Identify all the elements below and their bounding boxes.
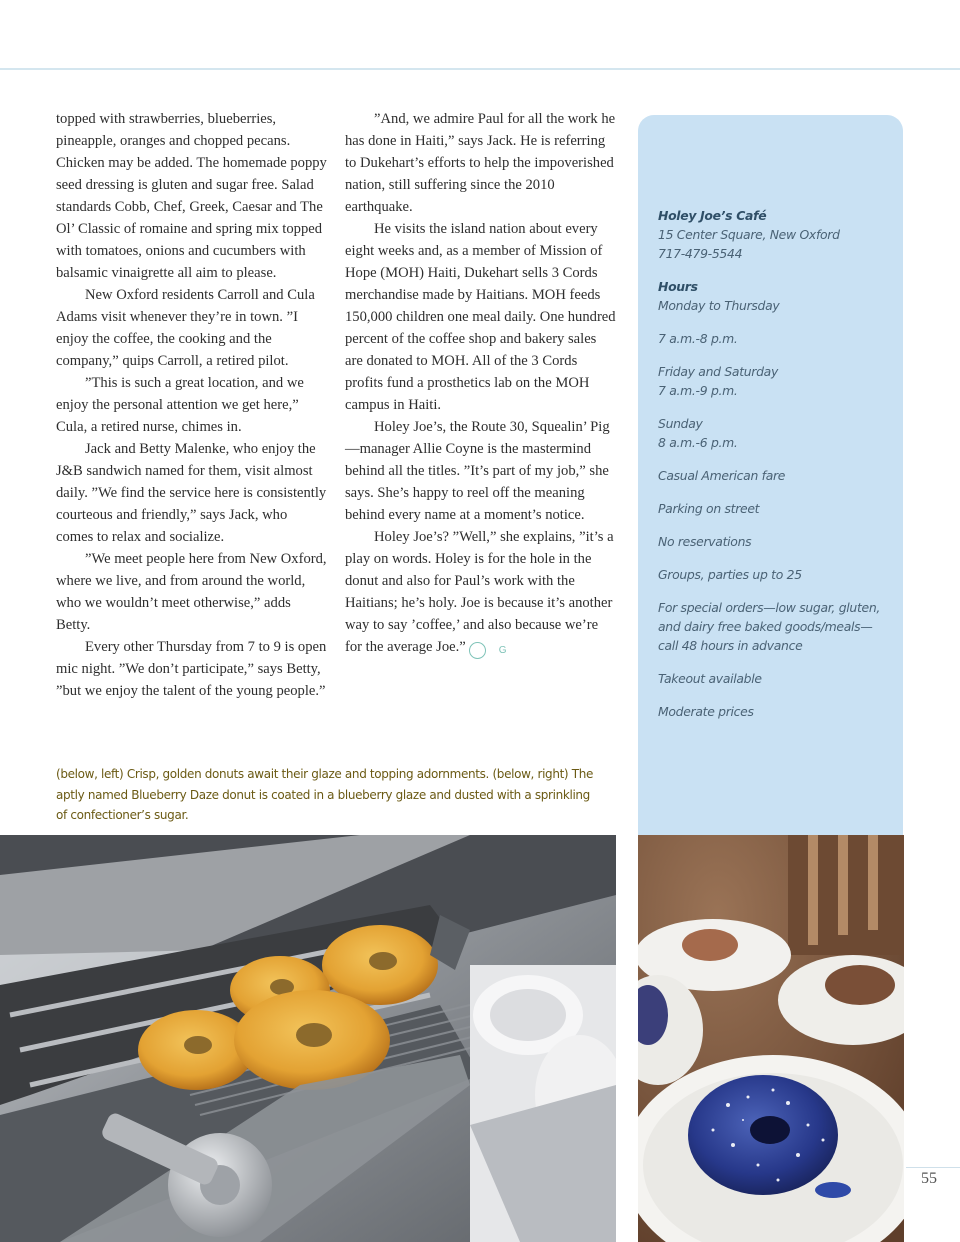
hours-time: 8 a.m.-6 p.m.	[658, 435, 738, 450]
paragraph: ”We meet people here from New Oxford, where we live, and from around the world, who we wouldn’t meet otherwise,” adds Betty.	[56, 551, 327, 633]
info-special-orders: For special orders—low sugar, gluten, and dairy free baked goods/meals—call 48 hours in advance	[658, 600, 881, 653]
info-takeout: Takeout available	[658, 671, 762, 686]
business-phone: 717-479-5544	[658, 246, 743, 261]
hours-block	[658, 277, 888, 315]
paragraph: topped with strawberries, blueberries, pineapple, oranges and chopped pecans. Chicken may be added. The homemade poppy seed dressing is gluten and sugar free. Salad standards Cobb, Chef, Greek, Caesar and The Ol’ Classic of romaine and spring mix topped with tomatoes, onions and cucumbers with balsamic vinaigrette all aim to please.	[56, 111, 327, 281]
paragraph: Jack and Betty Malenke, who enjoy the J&B sandwich named for them, visit almost daily. ”We find the service here is consistently courteous and friendly,” says Jack, who comes to relax and socialize.	[56, 441, 327, 545]
header-rule	[0, 68, 960, 70]
end-of-story-icon: G	[469, 642, 486, 659]
paragraph: Holey Joe’s, the Route 30, Squealin’ Pig—manager Allie Coyne is the mastermind behind all the titles. ”It’s part of my job,” she says. She’s happy to reel off the meaning behind every name at a moment’s notice.	[345, 419, 610, 523]
donut-fryer-illustration	[0, 835, 616, 1242]
hours-days: Friday and Saturday	[658, 364, 778, 379]
hours-time-block	[658, 329, 888, 348]
info-reservations: No reservations	[658, 534, 752, 549]
hours-block	[658, 362, 888, 400]
paragraph: ”And, we admire Paul for all the work he has done in Haiti,” says Jack. He is referring to Dukehart’s efforts to help the impoverished nation, still suffering since the 2010 earthquake.	[345, 111, 616, 215]
page-number-rule	[906, 1167, 960, 1168]
business-name: Holey Joe’s Café	[658, 208, 767, 223]
hours-days: Sunday	[658, 416, 703, 431]
photo-caption: (below, left) Crisp, golden donuts await their glaze and topping adornments. (below, right) The aptly named Blueberry Daze donut is coated in a blueberry glaze and dusted with a sprinkling of confectioner’s sugar.	[56, 767, 593, 822]
hours-days: Monday to Thursday	[658, 298, 780, 313]
page-number: 55	[921, 1170, 937, 1187]
paragraph	[345, 526, 617, 659]
business-address: 15 Center Square, New Oxford	[658, 227, 840, 242]
paragraph: Every other Thursday from 7 to 9 is open mic night. ”We don’t participate,” says Betty, ”but we enjoy the talent of the young people.”	[56, 639, 327, 699]
paragraph: ”This is such a great location, and we enjoy the personal attention we get here,” Cula, a retired nurse, chimes in.	[56, 375, 304, 435]
paragraph: He visits the island nation about every eight weeks and, as a member of Mission of Hope (MOH) Haiti, Dukehart sells 3 Cords merchandise made by Haitians. MOH feeds 150,000 children one meal daily. One hundred percent of the coffee shop and bakery sales are donated to MOH. All of the 3 Cords profits fund a prosthetics lab on the MOH campus in Haiti.	[345, 221, 616, 413]
paragraph-text: Holey Joe’s? ”Well,” she explains, ”it’s a play on words. Holey is for the hole in the donut and also for Paul’s work with the Haitians; he’s holy. Joe is because it’s another way to say ’coffee,’ and also because we’re for the average Joe.”	[345, 529, 614, 655]
blueberry-donut-photo	[638, 835, 904, 1242]
blueberry-donut-illustration	[638, 835, 904, 1242]
business-info	[658, 206, 888, 735]
paragraph: New Oxford residents Carroll and Cula Adams visit whenever they’re in town. ”I enjoy the coffee, the cooking and the company,” quips Carroll, a retired pilot.	[56, 287, 315, 369]
hours-time: 7 a.m.-9 p.m.	[658, 383, 738, 398]
article-column-middle	[345, 108, 617, 659]
hours-block	[658, 414, 888, 452]
hours-title: Hours	[658, 279, 698, 294]
article-column-left	[56, 108, 328, 702]
info-parking: Parking on street	[658, 501, 760, 516]
info-groups: Groups, parties up to 25	[658, 567, 802, 582]
info-fare: Casual American fare	[658, 468, 786, 483]
contact-block	[658, 206, 888, 263]
info-prices: Moderate prices	[658, 704, 754, 719]
donut-fryer-photo	[0, 835, 616, 1242]
hours-time: 7 a.m.-8 p.m.	[658, 331, 738, 346]
